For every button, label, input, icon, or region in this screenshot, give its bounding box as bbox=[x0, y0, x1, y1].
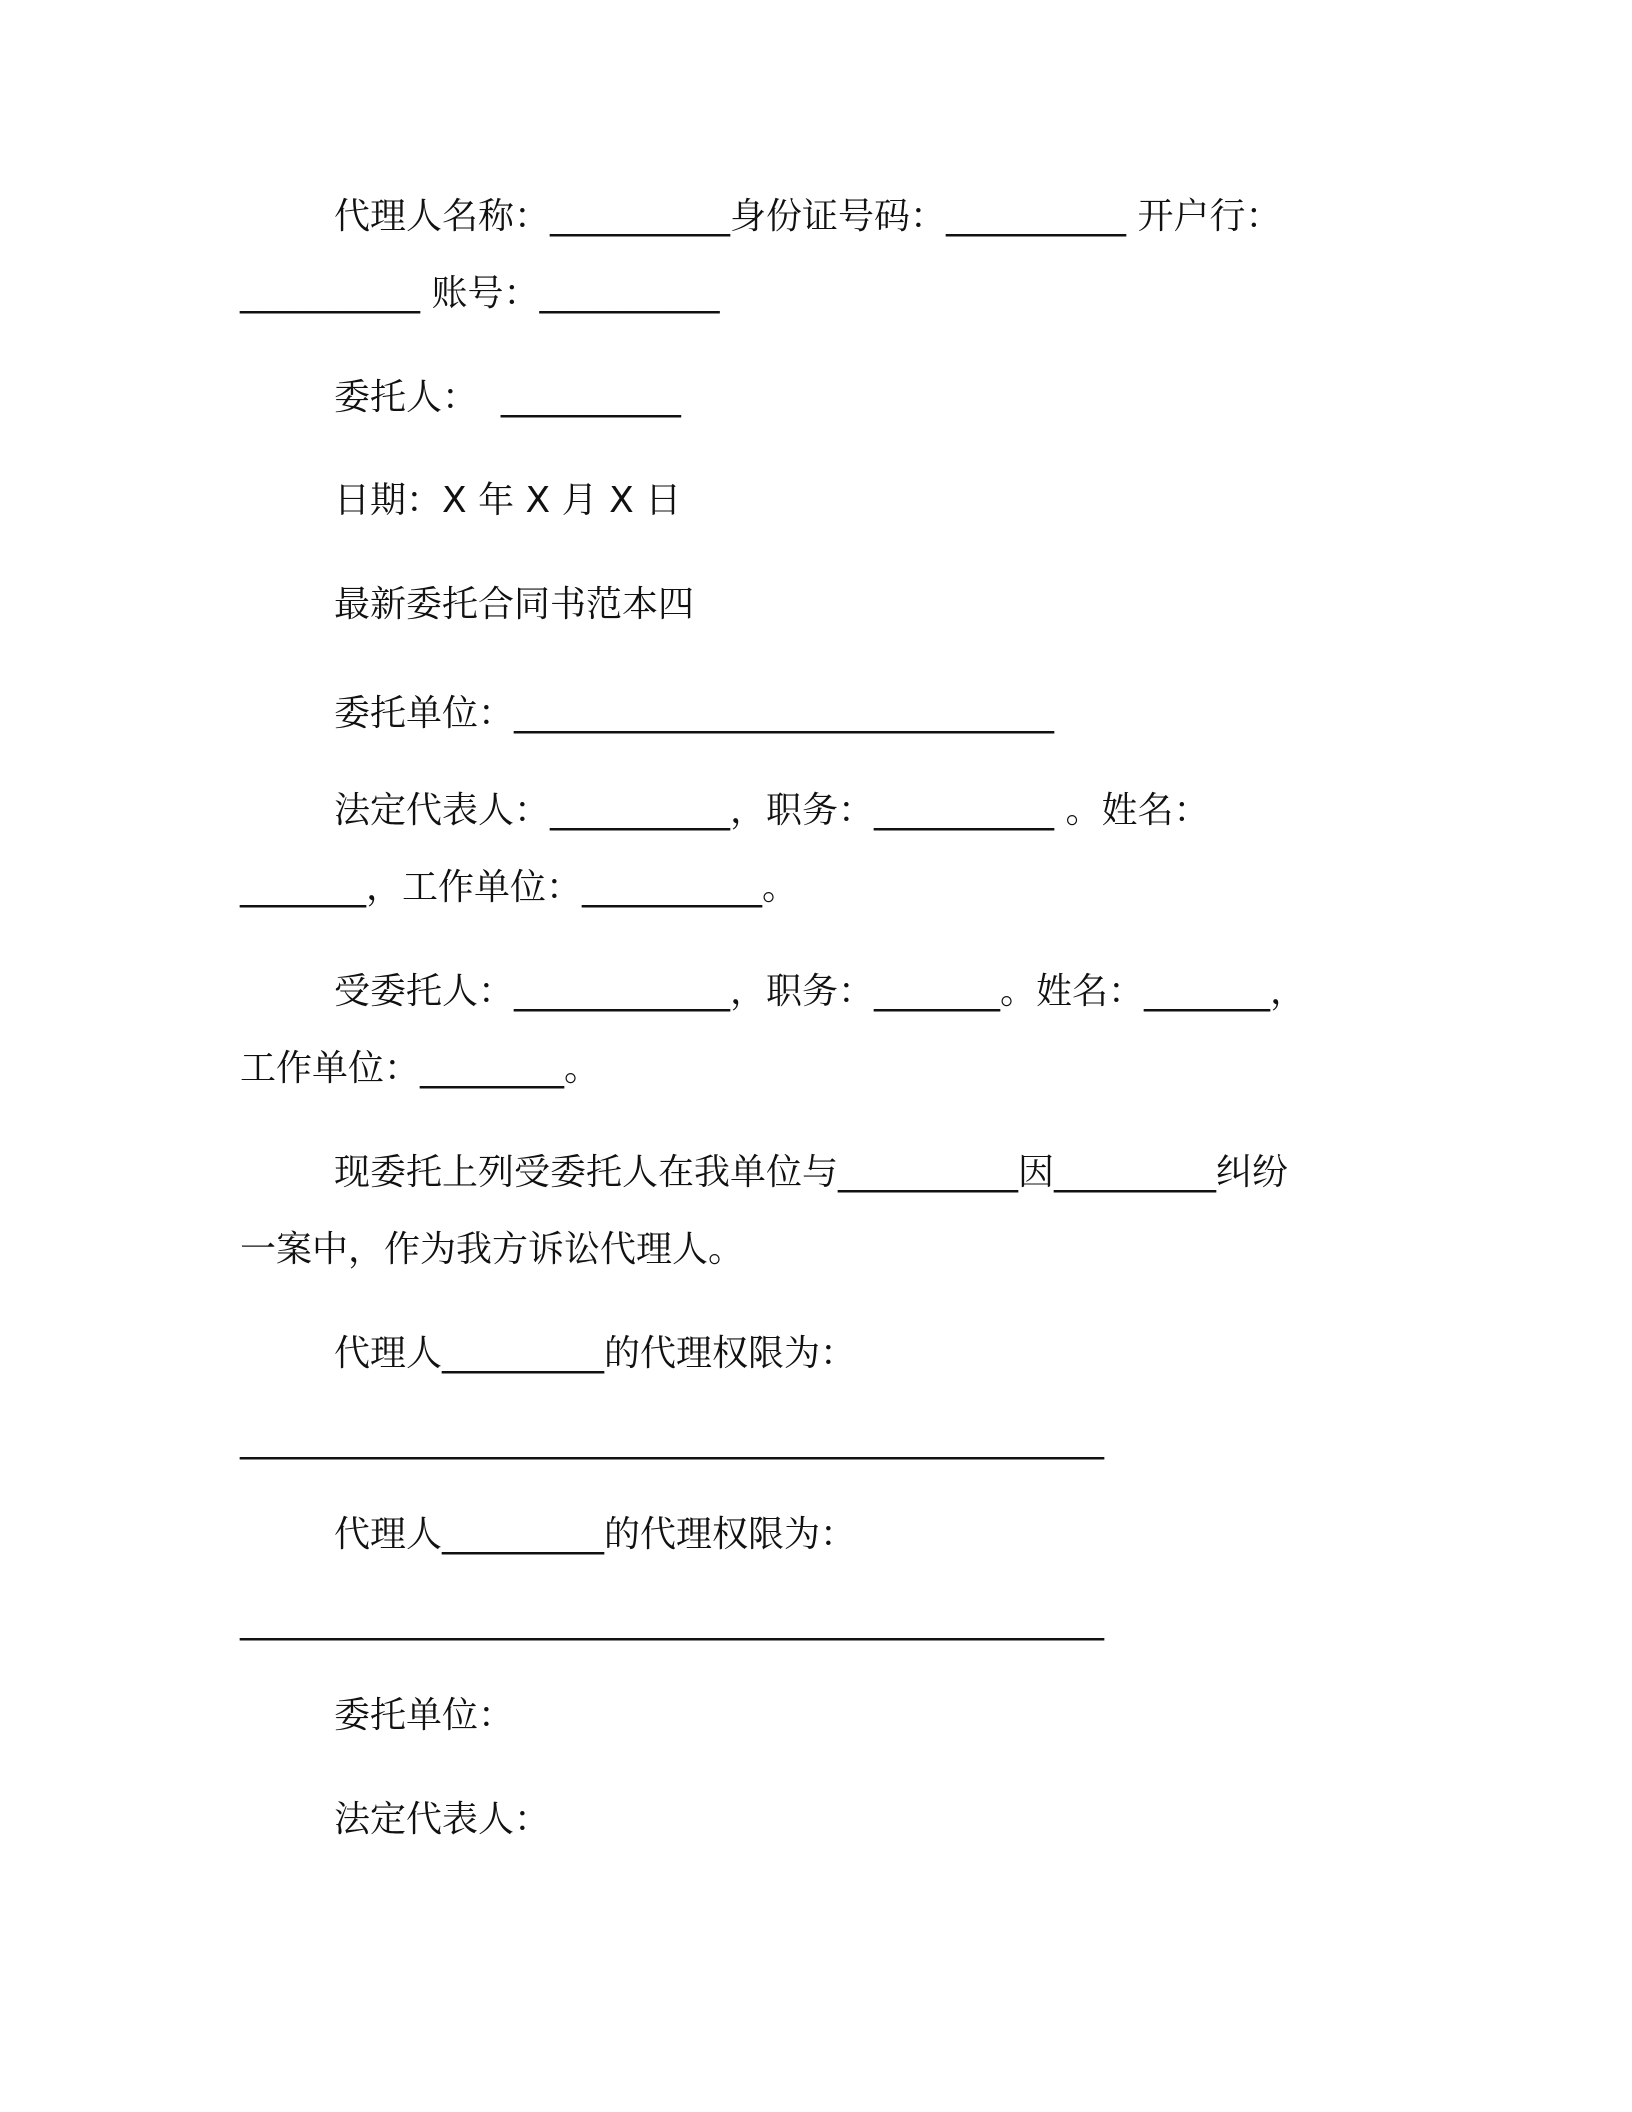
authority-line-2: 代理人_________的代理权限为： bbox=[334, 1514, 857, 1555]
agent-info-line: 代理人名称：__________身份证号码：__________ 开户行： bbox=[334, 196, 1282, 237]
authority-line-1: 代理人_________的代理权限为： bbox=[334, 1333, 857, 1374]
entrusting-unit-line: 委托单位：______________________________ bbox=[334, 693, 1055, 734]
principal-line: 委托人： __________ bbox=[334, 377, 681, 418]
authority-blank-1: ________________________________________________ bbox=[240, 1419, 1104, 1460]
signature-legal-rep-line: 法定代表人： bbox=[334, 1799, 551, 1840]
commission-continued-line: 一案中，作为我方诉讼代理人。 bbox=[240, 1229, 745, 1270]
entrusted-work-unit-line: 工作单位：________。 bbox=[240, 1048, 601, 1089]
legal-rep-continued-line: _______，工作单位：__________。 bbox=[240, 867, 799, 908]
commission-line: 现委托上列受委托人在我单位与__________因_________纠纷 bbox=[334, 1152, 1289, 1193]
section-title: 最新委托合同书范本四 bbox=[334, 584, 695, 625]
date-line: 日期：X 年 X 月 X 日 bbox=[334, 480, 682, 521]
account-line: __________ 账号：__________ bbox=[240, 273, 720, 314]
authority-blank-2: ________________________________________________ bbox=[240, 1600, 1104, 1641]
entrusted-person-line: 受委托人：____________，职务：_______。姓名：_______， bbox=[334, 971, 1307, 1012]
legal-rep-line: 法定代表人：__________，职务：__________ 。姓名： bbox=[334, 790, 1210, 831]
signature-unit-line: 委托单位： bbox=[334, 1695, 515, 1736]
